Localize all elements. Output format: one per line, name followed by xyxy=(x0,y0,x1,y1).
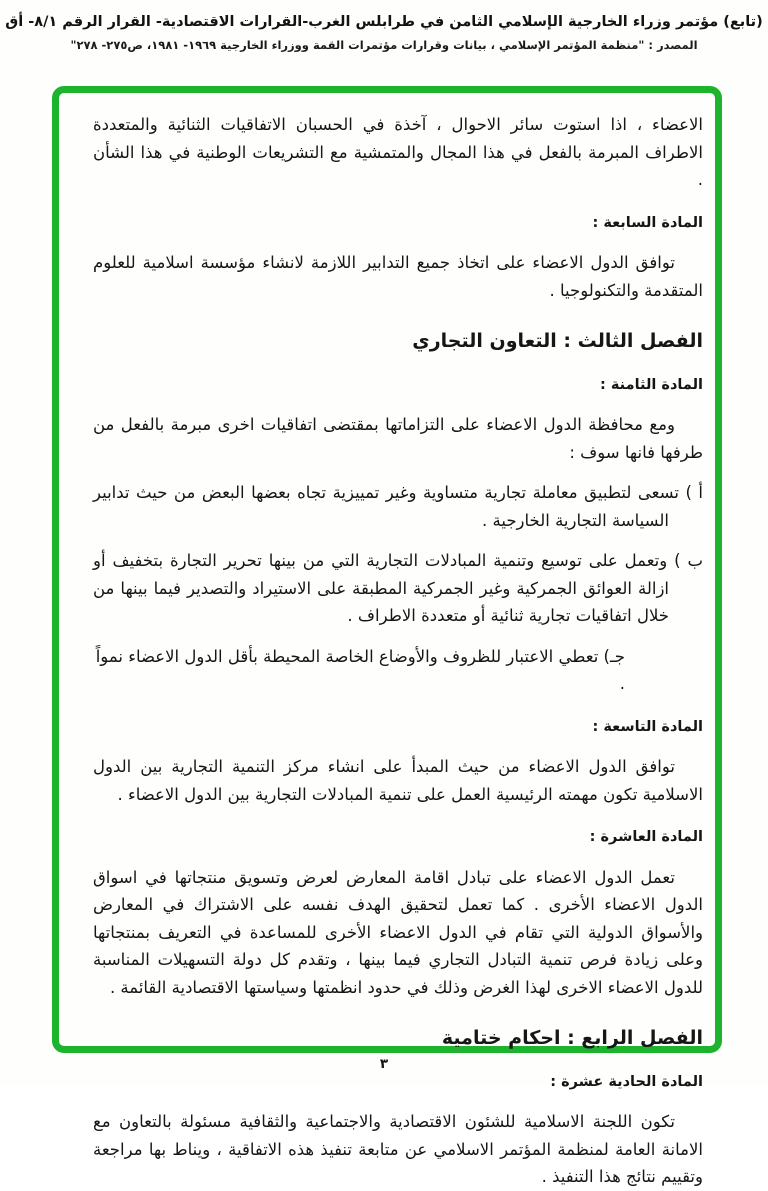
doc-block-article-heading: المادة السابعة : xyxy=(592,214,703,231)
doc-block-article-heading: المادة العاشرة : xyxy=(589,829,703,845)
doc-block-paragraph: تكون اللجنة الاسلامية للشئون الاقتصادية والاجتماعية والثقافية مسئولة بالتعاون مع الامانة العامة لمنظمة المؤتمر الاسلامي عن متابعة تنفيذ هذه الاتفاقية ، ويناط بها مراجعة وتقييم نتائج هذا التنفيذ . xyxy=(93,1112,703,1186)
doc-block-paragraph: تعمل الدول الاعضاء على تبادل اقامة المعارض لعرض وتسويق منتجاتها في اسواق الدول الاعضاء الأخرى . كما تعمل لتحقيق الهدف نفسه على الاشتراك في المعارض والأسواق الدولية التي تقام في الدول الاعضاء الأخرى للمساعدة في التعريف بمنتجاتها وعلى زيادة فرص تنمية التبادل التجاري فيما بينها ، وتقدم كل دولة التسهيلات المناسبة للدول الاعضاء الاخرى لهذا الغرض وذلك في حدود انظمتها وسياستها الاقتصادية القائمة . xyxy=(93,867,703,997)
header-source: المصدر : "منظمة المؤتمر الإسلامي ، بيانات وقرارات مؤتمرات القمة ووزراء الخارجية ١٩٦٩- ١٩٨١، ص٢٧٥- ٢٧٨" xyxy=(70,38,698,52)
doc-block-paragraph: توافق الدول الاعضاء على اتخاذ جميع التدابير اللازمة لانشاء مؤسسة اسلامية للعلوم المتقدمة والتكنولوجيا . xyxy=(93,253,703,300)
page-header xyxy=(0,0,768,52)
doc-block-chapter-heading: الفصل الرابع : احكام ختامية xyxy=(441,1027,703,1049)
doc-block-chapter-heading: الفصل الثالث : التعاون التجاري xyxy=(412,330,703,352)
doc-block-list-item: أ ) تسعى لتطبيق معاملة تجارية متساوية وغير تمييزية تجاه بعضها البعض من حيث تدابير السياسة التجارية الخارجية . xyxy=(93,483,703,530)
doc-block-article-heading: المادة الحادية عشرة : xyxy=(550,1073,703,1090)
doc-block-list-item: ب ) وتعمل على توسيع وتنمية المبادلات التجارية التي من بينها تحرير التجارة بتخفيف أو ازالة العوائق الجمركية وغير الجمركية المطبقة على الاستيراد والتصدير فيما بينها من خلال اتفاقيات تجارية ثنائية أو متعددة الاطراف . xyxy=(93,551,703,625)
page-number: ٣ xyxy=(379,1056,389,1072)
doc-block-paragraph: الاعضاء ، اذا استوت سائر الاحوال ، آخذة في الحسبان الاتفاقيات الثنائية والمتعددة الاطراف المبرمة بالفعل في هذا المجال والمتمشية مع التشريعات الوطنية في هذا الشأن . xyxy=(93,115,703,189)
doc-block-paragraph: توافق الدول الاعضاء من حيث المبدأ على انشاء مركز التنمية التجارية بين الدول الاسلامية تكون مهمته الرئيسية العمل على تنمية المبادلات التجارية بين الدول الاعضاء . xyxy=(93,757,703,804)
header-title: (تابع) مؤتمر وزراء الخارجية الإسلامي الثامن في طرابلس الغرب-القرارات الاقتصادية- القرار الرقم ٨/١- أق xyxy=(5,14,763,30)
document-body xyxy=(93,111,703,1191)
doc-block-article-heading: المادة التاسعة : xyxy=(592,718,703,735)
content-border-box xyxy=(52,86,722,1186)
doc-block-article-heading: المادة الثامنة : xyxy=(600,376,703,393)
doc-block-list-item-indent: جـ) تعطي الاعتبار للظروف والأوضاع الخاصة المحيطة بأقل الدول الاعضاء نمواً . xyxy=(95,646,625,693)
doc-block-paragraph: ومع محافظة الدول الاعضاء على التزاماتها بمقتضى اتفاقيات اخرى مبرمة بالفعل من طرفها فانها سوف : xyxy=(93,415,703,462)
